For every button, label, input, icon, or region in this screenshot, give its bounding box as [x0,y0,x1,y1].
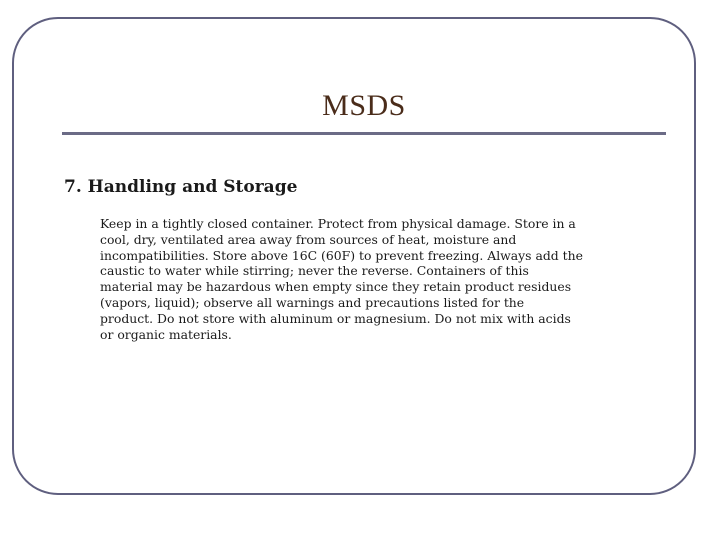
body-paragraph [100,216,583,342]
body-line: incompatibilities. Store above 16C (60F) to prevent freezing. Always add the [100,247,583,263]
body-line: (vapors, liquid); observe all warnings and precautions listed for the [100,294,525,310]
body-line: material may be hazardous when empty since they retain product residues [100,279,572,295]
title-divider [62,132,666,135]
body-line: product. Do not store with aluminum or magnesium. Do not mix with acids [100,310,571,326]
section-heading: 7. Handling and Storage [64,177,298,197]
body-line: Keep in a tightly closed container. Protect from physical damage. Store in a [100,216,576,231]
body-line: caustic to water while stirring; never the reverse. Containers of this [100,263,529,279]
slide-title: MSDS [322,89,406,122]
body-line: cool, dry, ventilated area away from sources of heat, moisture and [100,231,517,247]
body-line: or organic materials. [100,326,232,342]
